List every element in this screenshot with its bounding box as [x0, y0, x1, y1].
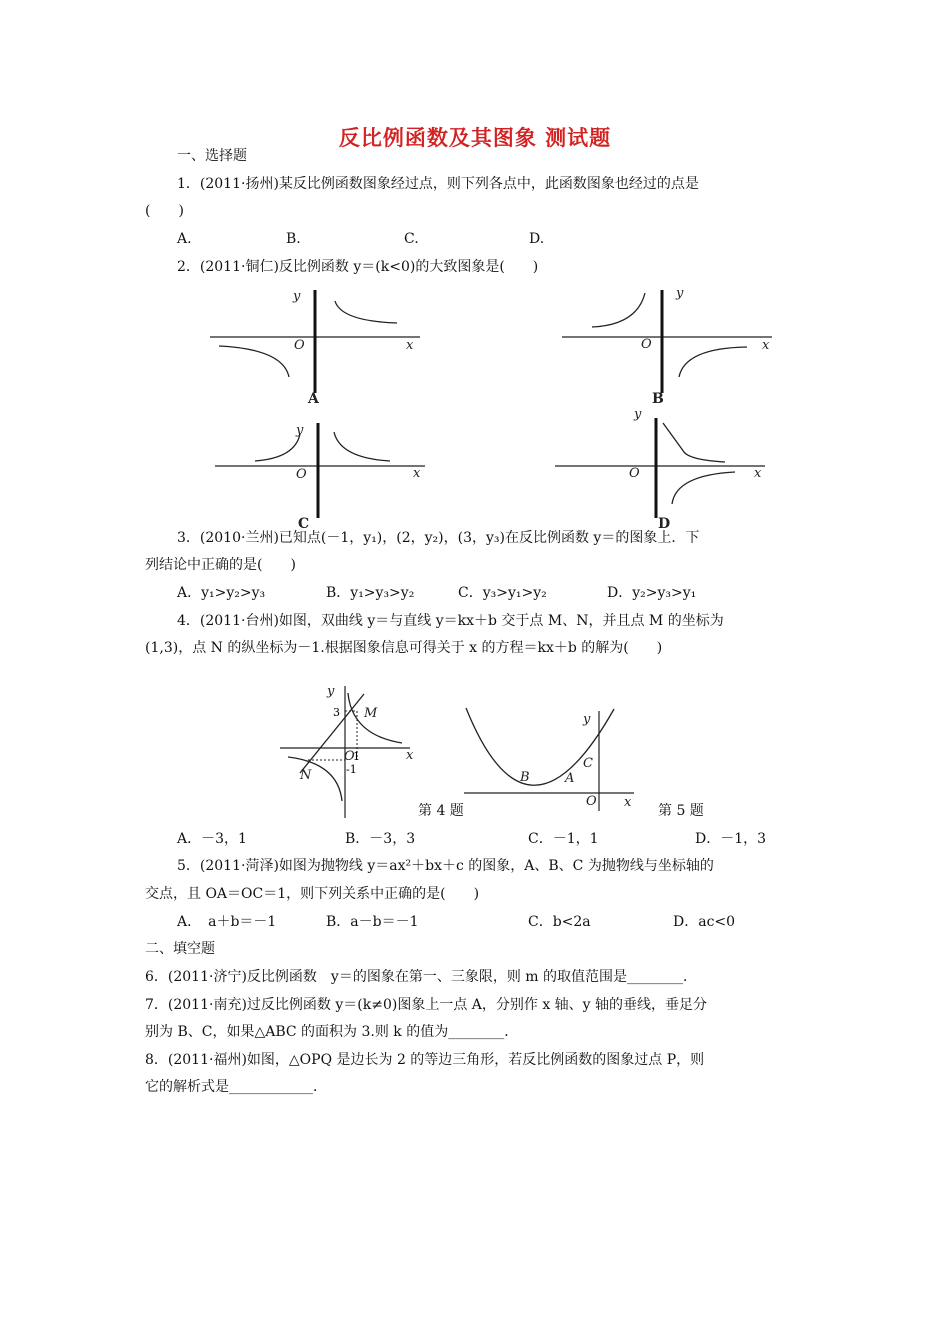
q4-line1: 4．(2011·台州)如图，双曲线 y＝与直线 y＝kx＋b 交于点 M、N，并且点 M 的坐标为 — [177, 613, 724, 629]
q5-option-c: C．b<2a — [528, 914, 591, 930]
q4-option-c: C．－1，1 — [528, 831, 599, 847]
q1-option-a: A. — [177, 231, 192, 247]
section-fill-heading: 二、填空题 — [145, 941, 215, 957]
q4-origin-label: O — [344, 749, 355, 764]
q2-a-origin-label: O — [294, 338, 305, 353]
q4-tick-neg1: -1 — [346, 763, 357, 776]
q1-text: 1．(2011·扬州)某反比例函数图象经过点，则下列各点中，此函数图象也经过的点是 — [177, 176, 699, 192]
q4-point-n-label: N — [300, 768, 312, 783]
q2-c-caption: C — [298, 516, 310, 532]
section-choice-heading: 一、选择题 — [177, 148, 247, 164]
q4-y-label: y — [327, 684, 335, 699]
q5-point-a-label: A — [565, 771, 575, 786]
q2-b-y-label: y — [676, 286, 684, 301]
q2-b-caption: B — [652, 391, 664, 407]
q4-tick-1: 1 — [353, 750, 360, 763]
q8-line2: 它的解析式是____________． — [145, 1079, 327, 1095]
q2-d-origin-label: O — [629, 466, 640, 481]
q3-option-d: D．y₂>y₃>y₁ — [607, 585, 697, 601]
q2-a-y-label: y — [293, 289, 301, 304]
q5-option-a: A． a＋b＝－1 — [177, 914, 277, 930]
q4-line2: (1,3)，点 N 的纵坐标为－1.根据图象信息可得关于 x 的方程＝kx＋b 的解为( ) — [145, 640, 663, 656]
q4-point-m-label: M — [364, 706, 378, 721]
q2-graph-a — [205, 285, 430, 405]
q5-line1: 5．(2011·菏泽)如图为抛物线 y＝ax²＋bx＋c 的图象，A、B、C 为抛物线与坐标轴的 — [177, 858, 714, 874]
q4-x-label: x — [406, 748, 414, 763]
q2-b-origin-label: O — [641, 337, 652, 352]
q2-graph-d — [550, 407, 775, 532]
q5-line2: 交点，且 OA＝OC＝1，则下列关系中正确的是( ) — [145, 886, 480, 902]
q1-answer-paren: ( ) — [145, 203, 184, 219]
q4-figure-caption: 第 4 题 — [418, 803, 464, 819]
q1-option-c: C. — [404, 231, 419, 247]
q3-option-c: C．y₃>y₁>y₂ — [458, 585, 547, 601]
q2-graph-c — [210, 418, 435, 530]
q7-line2: 别为 B、C，如果△ABC 的面积为 3.则 k 的值为________． — [145, 1024, 519, 1040]
q2-graph-b — [557, 285, 782, 405]
page-title: 反比例函数及其图象 测试题 — [338, 126, 612, 150]
q2-a-x-label: x — [406, 338, 414, 353]
q5-origin-label: O — [586, 794, 597, 809]
q4-figure — [278, 683, 418, 823]
q4-option-b: B．－3，3 — [345, 831, 416, 847]
q2-c-y-label: y — [296, 423, 304, 438]
q5-point-c-label: C — [583, 756, 593, 771]
q2-d-y-label: y — [634, 407, 642, 422]
q2-text: 2．(2011·铜仁)反比例函数 y＝(k<0)的大致图象是( ) — [177, 259, 539, 275]
q3-option-a: A．y₁>y₂>y₃ — [177, 585, 266, 601]
q5-figure-caption: 第 5 题 — [658, 803, 704, 819]
q4-tick-3: 3 — [333, 706, 340, 719]
q1-option-d: D. — [529, 231, 545, 247]
q5-x-label: x — [624, 795, 632, 810]
q5-figure — [462, 703, 642, 815]
q3-line1: 3．(2010·兰州)已知点(－1，y₁)，(2，y₂)，(3，y₃)在反比例函数 y＝的图象上．下 — [177, 530, 700, 546]
q5-option-b: B．a－b＝－1 — [326, 914, 419, 930]
q2-d-caption: D — [658, 516, 671, 532]
q4-option-d: D．－1，3 — [695, 831, 767, 847]
q5-y-label: y — [583, 712, 591, 727]
q2-c-origin-label: O — [296, 467, 307, 482]
q2-a-caption: A — [308, 391, 319, 407]
q4-option-a: A．－3，1 — [177, 831, 247, 847]
q5-option-d: D．ac<0 — [673, 914, 736, 930]
q7-line1: 7．(2011·南充)过反比例函数 y＝(k≠0)图象上一点 A，分别作 x 轴、y 轴的垂线，垂足分 — [145, 997, 708, 1013]
q8-line1: 8．(2011·福州)如图，△OPQ 是边长为 2 的等边三角形，若反比例函数的图象过点 P，则 — [145, 1052, 705, 1068]
q2-c-x-label: x — [413, 466, 421, 481]
q3-option-b: B．y₁>y₃>y₂ — [326, 585, 415, 601]
q3-line2: 列结论中正确的是( ) — [145, 557, 296, 573]
q2-b-x-label: x — [762, 338, 770, 353]
q6-text: 6．(2011·济宁)反比例函数 y＝的图象在第一、三象限，则 m 的取值范围是________． — [145, 969, 697, 985]
q1-option-b: B. — [286, 231, 301, 247]
q5-point-b-label: B — [520, 770, 530, 785]
q2-d-x-label: x — [754, 466, 762, 481]
